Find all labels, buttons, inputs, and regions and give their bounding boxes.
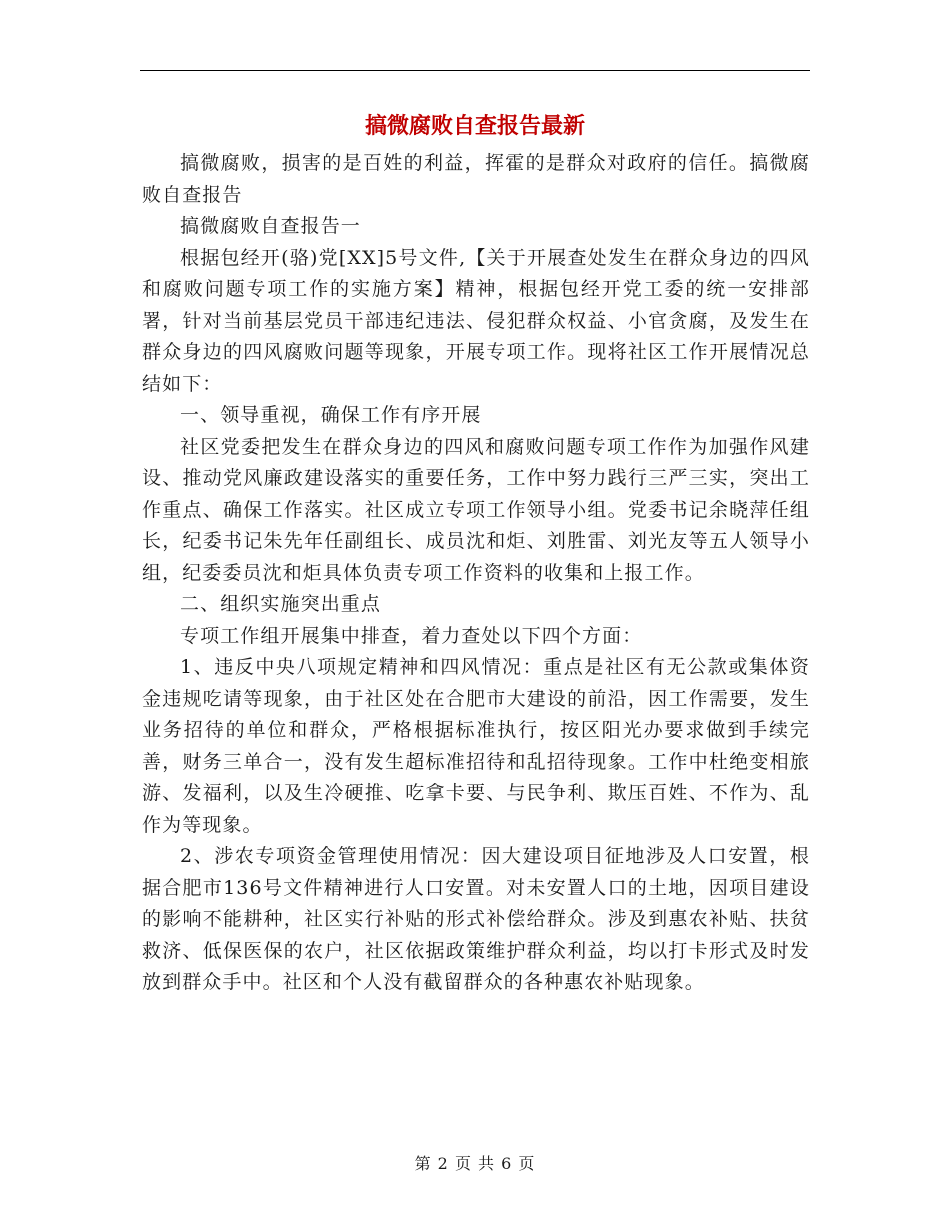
page-label-middle: 页 共 — [454, 1154, 496, 1173]
document-body — [142, 148, 810, 999]
page-total: 6 — [501, 1154, 513, 1173]
paragraph-item-2: 2、涉农专项资金管理使用情况：因大建设项目征地涉及人口安置，根据合肥市136号文件精神进行人口安置。对未安置人口的土地，因项目建设的影响不能耕种，社区实行补贴的形式补偿给群众。涉及到惠农补贴、扶贫救济、低保医保的农户，社区依据政策维护群众利益，均以打卡形式及时发放到群众手中。社区和个人没有截留群众的各种惠农补贴现象。 — [142, 845, 810, 993]
paragraph-intro: 搞微腐败，损害的是百姓的利益，挥霍的是群众对政府的信任。搞微腐败自查报告 — [142, 152, 810, 206]
header-rule — [140, 70, 810, 71]
page-current: 2 — [437, 1154, 449, 1173]
paragraph-item-1: 1、违反中央八项规定精神和四风情况：重点是社区有无公款或集体资金违规吃请等现象，由于社区处在合肥市大建设的前沿，因工作需要，发生业务招待的单位和群众，严格根据标准执行，按区阳光办要求做到手续完善，财务三单合一，没有发生超标准招待和乱招待现象。工作中杜绝变相旅游、发福利，以及生冷硬推、吃拿卡要、与民争利、欺压百姓、不作为、乱作为等现象。 — [142, 656, 810, 836]
document-title: 搞微腐败自查报告最新 — [364, 113, 585, 139]
paragraph-leadership: 社区党委把发生在群众身边的四风和腐败问题专项工作作为加强作风建设、推动党风廉政建设落实的重要任务，工作中努力践行三严三实，突出工作重点、确保工作落实。社区成立专项工作领导小组。党委书记余晓萍任组长，纪委书记朱先年任副组长、成员沈和炬、刘胜雷、刘光友等五人领导小组，纪委委员沈和炬具体负责专项工作资料的收集和上报工作。 — [142, 435, 810, 584]
section-heading-2: 二、组织实施突出重点 — [180, 593, 382, 615]
page-label-suffix: 页 — [518, 1154, 536, 1173]
paragraph-report-heading: 搞微腐败自查报告一 — [180, 215, 361, 237]
page-number — [140, 1152, 810, 1176]
page-label-prefix: 第 — [414, 1154, 432, 1173]
paragraph-basis: 根据包经开(骆)党[XX]5号文件,【关于开展查处发生在群众身边的四风和腐败问题专项工作的实施方案】精神，根据包经开党工委的统一安排部署，针对当前基层党员干部违纪违法、侵犯群众权益、小官贪腐，及发生在群众身边的四风腐败问题等现象，开展专项工作。现将社区工作开展情况总结如下： — [142, 246, 810, 395]
paragraph-investigation: 专项工作组开展集中排查，着力查处以下四个方面： — [180, 624, 643, 647]
section-heading-1: 一、领导重视，确保工作有序开展 — [180, 404, 482, 426]
